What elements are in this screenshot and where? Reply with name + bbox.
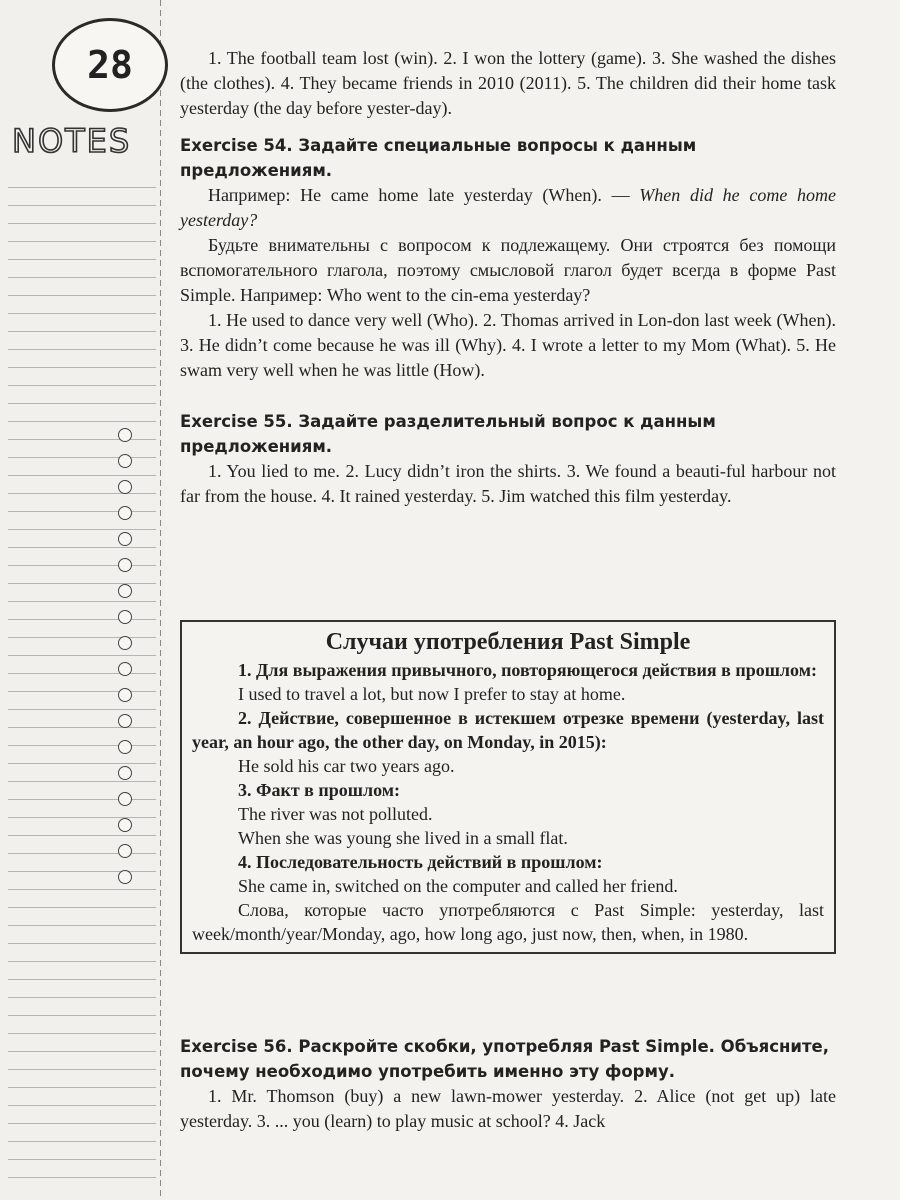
example-answer: When did he come home yesterday?: [180, 185, 836, 230]
exercise-54-items: 1. He used to dance very well (Who). 2. Thomas arrived in Lon-don last week (When). 3. He didn’t come because he was ill (Why). 4. I wrote a letter to my Mom (What). 5. He swam very well when he was little (How).: [180, 310, 836, 380]
spiral-ring-icon: [118, 532, 132, 546]
exercise-55-title: Exercise 55. Задайте разделительный вопрос к данным предложениям.: [180, 412, 716, 456]
exercise-54-note: Будьте внимательны с вопросом к подлежащему. Они строятся без помощи вспомогательного глагола, поэтому смысловой глагол будет всегда в форме Past Simple. Например: Who went to the cin-ema yesterday?: [180, 235, 836, 305]
spiral-ring-icon: [118, 428, 132, 442]
notes-label: NOTES: [12, 122, 132, 160]
ruled-lines: [8, 170, 156, 1190]
notes-sidebar: [0, 0, 165, 1200]
spiral-ring-icon: [118, 818, 132, 832]
spiral-ring-icon: [118, 740, 132, 754]
exercise-56-items: 1. Mr. Thomson (buy) a new lawn-mower yesterday. 2. Alice (not get up) late yesterday. 3. ... you (learn) to play music at school? 4. Jack: [180, 1086, 836, 1131]
spiral-ring-icon: [118, 714, 132, 728]
spiral-ring-icon: [118, 870, 132, 884]
usage-rules-box: [180, 620, 836, 954]
rule-3-example-2: When she was young she lived in a small flat.: [238, 828, 568, 848]
exercise-56-title: Exercise 56. Раскройте скобки, употребляя Past Simple. Объясните, почему необходимо употребить именно эту форму.: [180, 1037, 829, 1081]
signal-words: Слова, которые часто употребляются с Past Simple: yesterday, last week/month/year/Monday, ago, how long ago, just now, then, when, in 1980.: [192, 900, 824, 944]
rule-2-example: He sold his car two years ago.: [238, 756, 455, 776]
usage-box-title: Случаи употребления Past Simple: [325, 629, 691, 655]
example-lead: Например: He came home late yesterday (When). —: [208, 185, 640, 205]
spiral-ring-icon: [118, 506, 132, 520]
rule-3-heading: 3. Факт в прошлом:: [238, 780, 400, 800]
spiral-ring-icon: [118, 610, 132, 624]
sidebar-divider: [160, 0, 161, 1200]
rule-1-heading: 1. Для выражения привычного, повторяющегося действия в прошлом:: [238, 660, 817, 680]
exercise-53-items: 1. The football team lost (win). 2. I won the lottery (game). 3. She washed the dishes (the clothes). 4. They became friends in 2010 (2011). 5. The children did their home task yesterday (the day before yester-day).: [180, 48, 836, 118]
spiral-ring-icon: [118, 636, 132, 650]
exercise-54-title: Exercise 54. Задайте специальные вопросы к данным предложениям.: [180, 136, 697, 180]
spiral-ring-icon: [118, 662, 132, 676]
spiral-ring-icon: [118, 844, 132, 858]
rule-4-example: She came in, switched on the computer and called her friend.: [238, 876, 678, 896]
exercise-54-example: [180, 183, 836, 233]
spiral-ring-icon: [118, 766, 132, 780]
spiral-ring-icon: [118, 688, 132, 702]
spiral-ring-icon: [118, 480, 132, 494]
rule-4-heading: 4. Последовательность действий в прошлом:: [238, 852, 603, 872]
exercise-55-items: 1. You lied to me. 2. Lucy didn’t iron the shirts. 3. We found a beauti-ful harbour not far from the house. 4. It rained yesterday. 5. Jim watched this film yesterday.: [180, 461, 836, 506]
spiral-ring-icon: [118, 558, 132, 572]
rule-1-example: I used to travel a lot, but now I prefer to stay at home.: [238, 684, 626, 704]
main-text: [180, 46, 836, 509]
rule-3-example-1: The river was not polluted.: [238, 804, 433, 824]
spiral-ring-icon: [118, 584, 132, 598]
page-number: 28: [52, 18, 168, 112]
exercise-56: [180, 1028, 836, 1134]
rule-2-heading: 2. Действие, совершенное в истекшем отрезке времени (yesterday, last year, an hour ago, the other day, on Monday, in 2015):: [192, 708, 824, 752]
spiral-ring-icon: [118, 792, 132, 806]
spiral-ring-icon: [118, 454, 132, 468]
